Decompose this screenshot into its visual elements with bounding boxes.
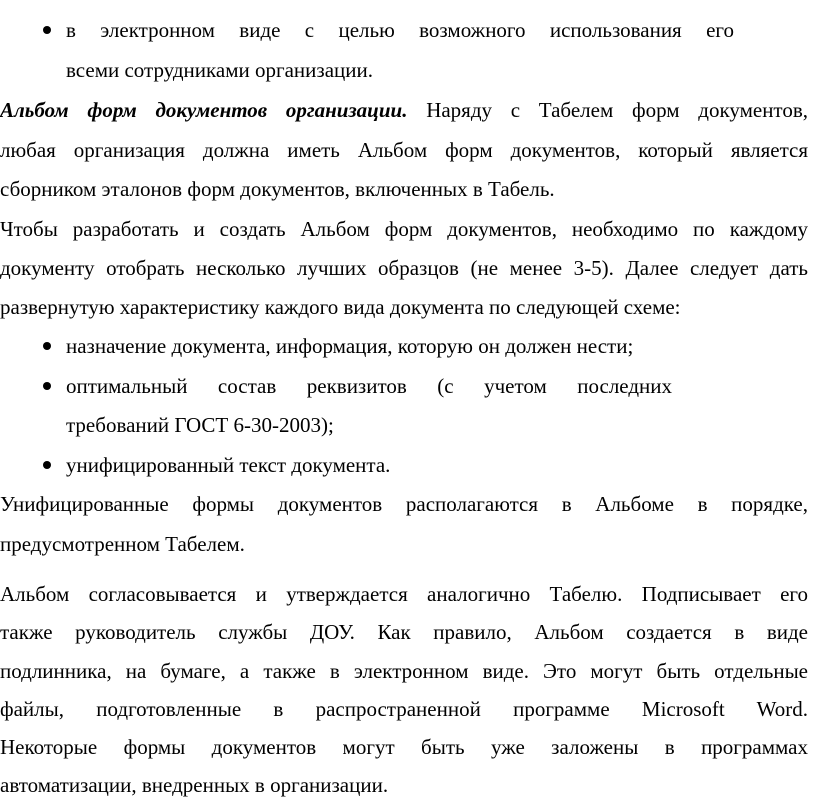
unified-paragraph-line-2: предусмотренном Табелем.: [0, 532, 245, 556]
approval-paragraph-line-3: подлинника, на бумаге, а также в электронном виде. Это могут быть отдельные: [0, 659, 808, 683]
bullet-marker: [43, 18, 55, 42]
approval-paragraph-line-5: Некоторые формы документов могут быть уже заложены в программах: [0, 735, 808, 759]
scheme-list-item-2-line-2: требований ГОСТ 6-30-2003);: [66, 413, 334, 437]
develop-paragraph-line-3: развернутую характеристику каждого вида документа по следующей схеме:: [0, 295, 681, 319]
approval-paragraph-line-6: автоматизации, внедренных в организации.: [0, 773, 389, 797]
album-paragraph-line-3: сборником эталонов форм документов, включенных в Табель.: [0, 177, 555, 201]
scheme-list-item-3: унифицированный текст документа.: [66, 453, 391, 477]
approval-paragraph-line-1: Альбом согласовывается и утверждается аналогично Табелю. Подписывает его: [0, 582, 808, 606]
develop-paragraph-line-1: Чтобы разработать и создать Альбом форм документов, необходимо по каждому: [0, 217, 808, 241]
scheme-list-item-2-line-1: оптимальный состав реквизитов (с учетом последних: [66, 374, 672, 398]
unified-paragraph-line-1: Унифицированные формы документов располагаются в Альбоме в порядке,: [0, 492, 808, 516]
album-lead-heading: Альбом форм документов организации.: [0, 98, 408, 122]
approval-paragraph-line-2: также руководитель службы ДОУ. Как правило, Альбом создается в виде: [0, 620, 808, 644]
scheme-list-item-1: назначение документа, информация, которую он должен нести;: [66, 334, 634, 358]
bullet-marker: [43, 334, 55, 358]
approval-paragraph-line-4: файлы, подготовленные в распространенной программе Microsoft Word.: [0, 697, 808, 721]
bullet-marker: [43, 453, 55, 477]
develop-paragraph-line-2: документу отобрать несколько лучших образцов (не менее 3-5). Далее следует дать: [0, 256, 808, 280]
album-paragraph-line-2: любая организация должна иметь Альбом форм документов, который является: [0, 138, 808, 162]
intro-bullet-line-1: в электронном виде с целью возможного использования его: [66, 18, 734, 42]
intro-bullet-line-2: всеми сотрудниками организации.: [66, 58, 373, 82]
album-paragraph-line-1: [0, 98, 808, 122]
bullet-marker: [43, 374, 55, 398]
album-line-1-rest: Наряду с Табелем форм документов,: [407, 98, 809, 122]
